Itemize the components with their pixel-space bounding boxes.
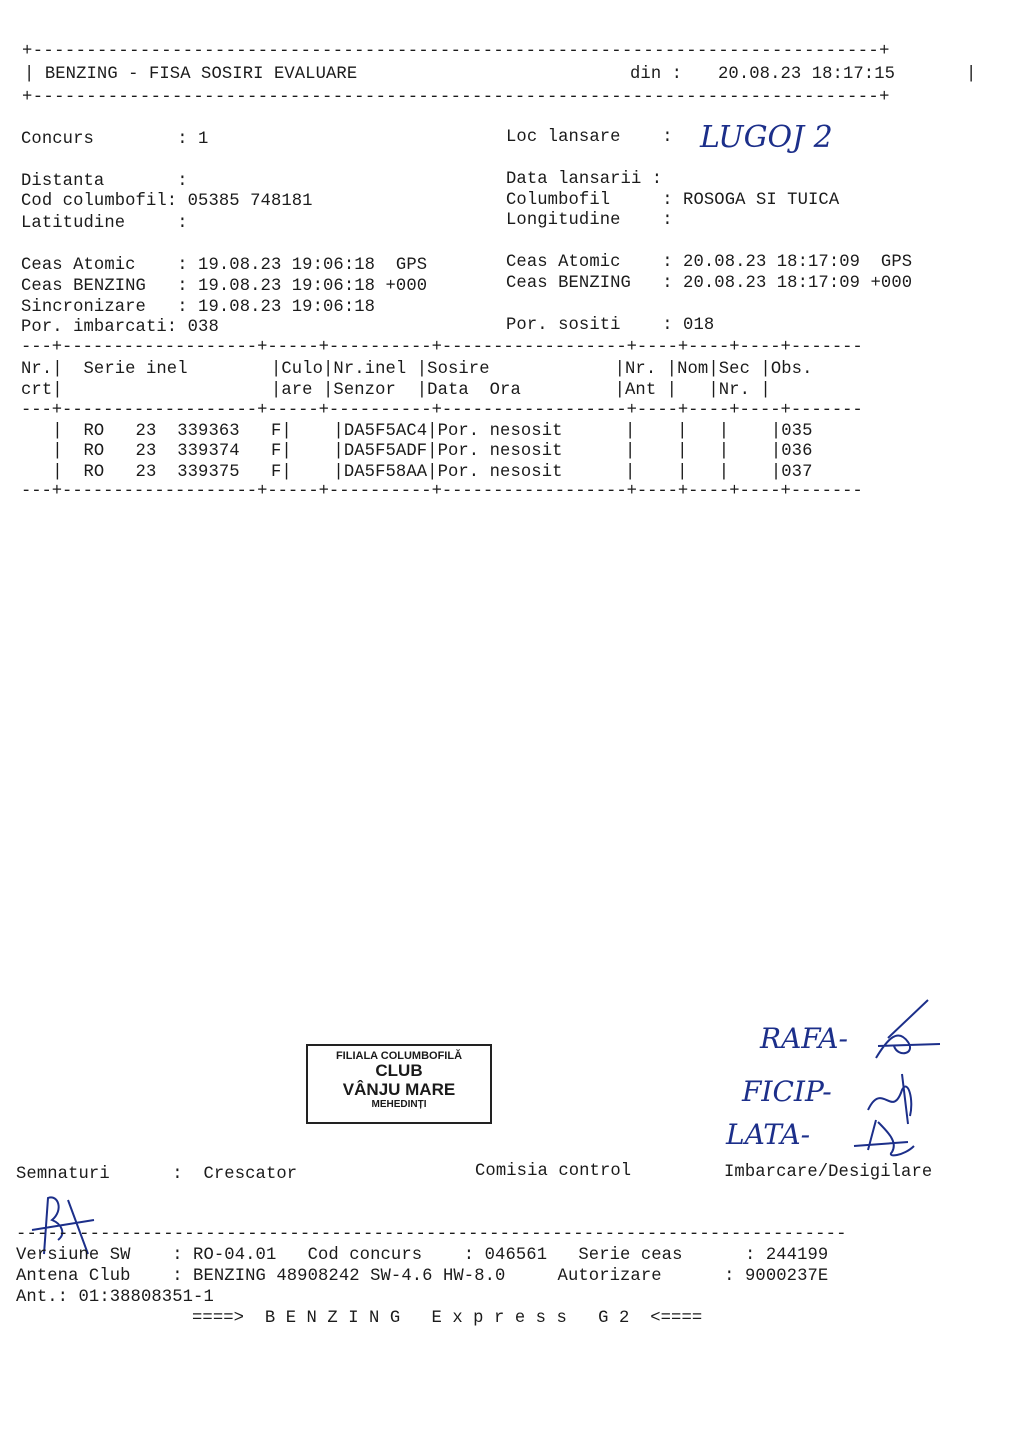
ant-line: Ant.: 01:38808351-1 [16,1288,214,1307]
cod-columbofil-field: Cod columbofil: 05385 748181 [21,192,313,211]
header-bottom-border: +-------------------------------------------------------------------------------+ [22,88,890,107]
ceas-atomic-right: Ceas Atomic : 20.08.23 18:17:09 GPS [506,253,913,272]
ceas-atomic-left: Ceas Atomic : 19.08.23 19:06:18 GPS [21,256,428,275]
signature-ficip-text: FICIP- [742,1075,832,1108]
header-right-bar: | [966,65,977,84]
report-date-label: din : [630,65,683,84]
sincronizare-field: Sincronizare : 19.08.23 19:06:18 [21,298,376,317]
antena-line: Antena Club : BENZING 48908242 SW-4.6 HW-8.0 Autorizare : 9000237E [16,1267,829,1286]
ceas-benzing-right: Ceas BENZING : 20.08.23 18:17:09 +000 [506,274,913,293]
por-imbarcati-field: Por. imbarcati: 038 [21,318,219,337]
table-row: | RO 23 339374 F| |DA5F5ADF|Por. nesosit | | | |036 [21,442,813,461]
table-header-row-1: Nr.| Serie inel |Culo|Nr.inel |Sosire |Nr. |Nom|Sec |Obs. [21,360,813,379]
semnaturi-label: Semnaturi : Crescator [16,1165,298,1184]
club-stamp [306,1044,492,1124]
loc-lansare-handwritten: LUGOJ 2 [700,120,833,155]
table-top-separator: ---+-------------------+-----+----------+------------------+----+----+----+------- [21,338,863,357]
por-sositi-field: Por. sositi : 018 [506,316,715,335]
footer-separator: ------------------------------------------------------------------------------- [16,1225,847,1244]
versiune-line: Versiune SW : RO-04.01 Cod concurs : 046561 Serie ceas : 244199 [16,1246,829,1265]
table-row: | RO 23 339363 F| |DA5F5AC4|Por. nesosit | | | |035 [21,422,813,441]
table-header-row-2: crt| |are |Senzor |Data Ora |Ant | |Nr. | [21,381,771,400]
signature-rafa-scribble [868,998,948,1068]
comisia-control-label: Comisia control [475,1162,632,1181]
signature-rafa-text: RAFA- [760,1022,848,1055]
stamp-line-2: CLUB [375,1061,423,1081]
data-lansarii-field: Data lansarii : [506,170,663,189]
signature-lata-text: LATA- [726,1118,811,1151]
table-row: | RO 23 339375 F| |DA5F58AA|Por. nesosit | | | |037 [21,463,813,482]
table-header-separator: ---+-------------------+-----+----------+------------------+----+----+----+------- [21,401,863,420]
signature-lata-scribble [848,1112,928,1162]
stamp-line-3: VÂNJU MARE [342,1079,456,1099]
columbofil-field: Columbofil : ROSOGA SI TUICA [506,191,840,210]
loc-lansare-label: Loc lansare : [506,128,673,147]
benzing-express-banner: ====> B E N Z I N G E x p r e s s G 2 <==== [192,1309,703,1328]
report-date: 20.08.23 18:17:15 [718,65,896,84]
stamp-line-4: MEHEDINȚI [371,1099,427,1111]
report-title: | BENZING - FISA SOSIRI EVALUARE [24,65,358,84]
latitudine-field: Latitudine : [21,214,188,233]
concurs-field: Concurs : 1 [21,130,209,149]
ceas-benzing-left: Ceas BENZING : 19.08.23 19:06:18 +000 [21,277,428,296]
distanta-field: Distanta : [21,172,188,191]
header-top-border: +-------------------------------------------------------------------------------+ [22,42,890,61]
stamp-line-1: FILIALA COLUMBOFILĂ [335,1050,463,1062]
imbarcare-label: Imbarcare/Desigilare [724,1163,933,1182]
table-bottom-separator: ---+-------------------+-----+----------+------------------+----+----+----+------- [21,482,863,501]
longitudine-field: Longitudine : [506,211,673,230]
